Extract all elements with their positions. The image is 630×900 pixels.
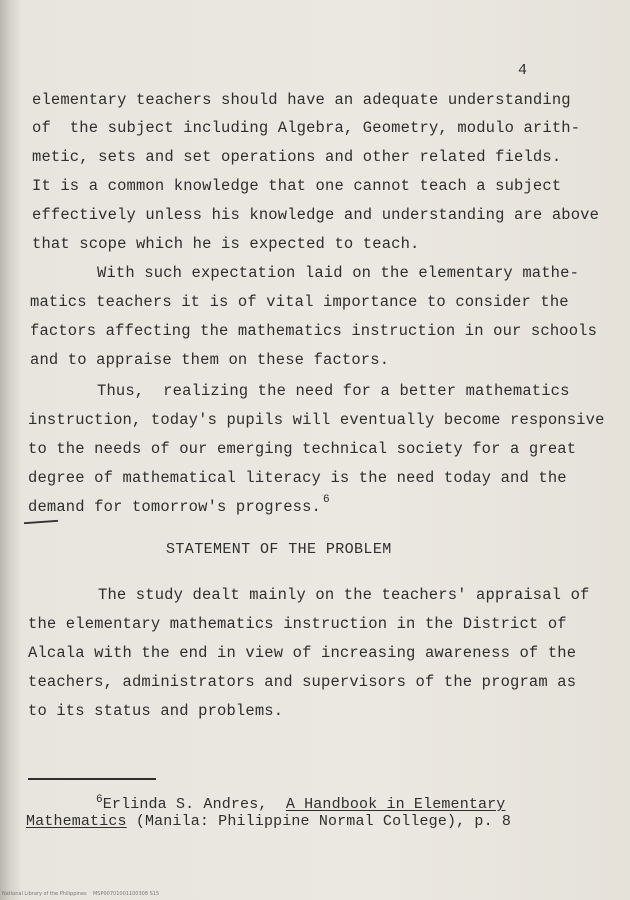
paragraph-3-line: instruction, today's pupils will eventually become responsive <box>28 411 605 429</box>
footnote-reference: 6 <box>323 494 330 506</box>
paragraph-2-line: With such expectation laid on the elementary mathe- <box>97 264 580 282</box>
section-divider <box>24 520 58 524</box>
paragraph-4-line: the elementary mathematics instruction in the District of <box>28 615 567 633</box>
paragraph-1-line: of the subject including Algebra, Geometry, modulo arith- <box>32 119 581 137</box>
paragraph-3-line <box>28 494 330 516</box>
paragraph-1-line: It is a common knowledge that one cannot teach a subject <box>32 177 562 195</box>
footnote-line-2 <box>26 813 511 830</box>
paragraph-3-line: to the needs of our emerging technical society for a great <box>28 440 577 458</box>
paragraph-3-line: degree of mathematical literacy is the need today and the <box>28 469 567 487</box>
paragraph-1-line: that scope which he is expected to teach. <box>32 235 420 253</box>
paragraph-4-line: The study dealt mainly on the teachers' appraisal of <box>98 586 590 604</box>
paragraph-3-line: Thus, realizing the need for a better mathematics <box>97 382 570 400</box>
footnote-title: A Handbook in Elementary <box>285 796 506 813</box>
paragraph-4-line: Alcala with the end in view of increasing awareness of the <box>28 644 577 662</box>
scan-credit: National Library of the Philippines MSP00701001100308 S15 <box>2 891 160 897</box>
footnote-rule <box>28 778 156 780</box>
footnote-number: 6 <box>96 794 103 806</box>
footnote-title-continued: Mathematics <box>26 813 127 830</box>
paragraph-4-line: to its status and problems. <box>28 702 284 720</box>
footnote-author: Erlinda S. Andres, <box>102 796 268 813</box>
page-number: 4 <box>518 62 528 79</box>
paragraph-3-last-text: demand for tomorrow's progress. <box>28 498 321 516</box>
paragraph-4-line: teachers, administrators and supervisors of the program as <box>28 673 577 691</box>
footnote-line-1 <box>96 796 505 813</box>
paragraph-1-line: metic, sets and set operations and other related fields. <box>32 148 562 166</box>
footnote-publication: (Manila: Philippine Normal College), p. 8 <box>126 813 512 830</box>
section-heading: STATEMENT OF THE PROBLEM <box>166 541 392 558</box>
paragraph-1-line: elementary teachers should have an adequate understanding <box>32 91 571 109</box>
paragraph-2-line: matics teachers it is of vital importance to consider the <box>30 293 569 311</box>
paragraph-2-line: factors affecting the mathematics instruction in our schools <box>30 322 598 340</box>
paragraph-1-line: effectively unless his knowledge and understanding are above <box>32 206 600 224</box>
paragraph-2-line: and to appraise them on these factors. <box>30 351 390 369</box>
